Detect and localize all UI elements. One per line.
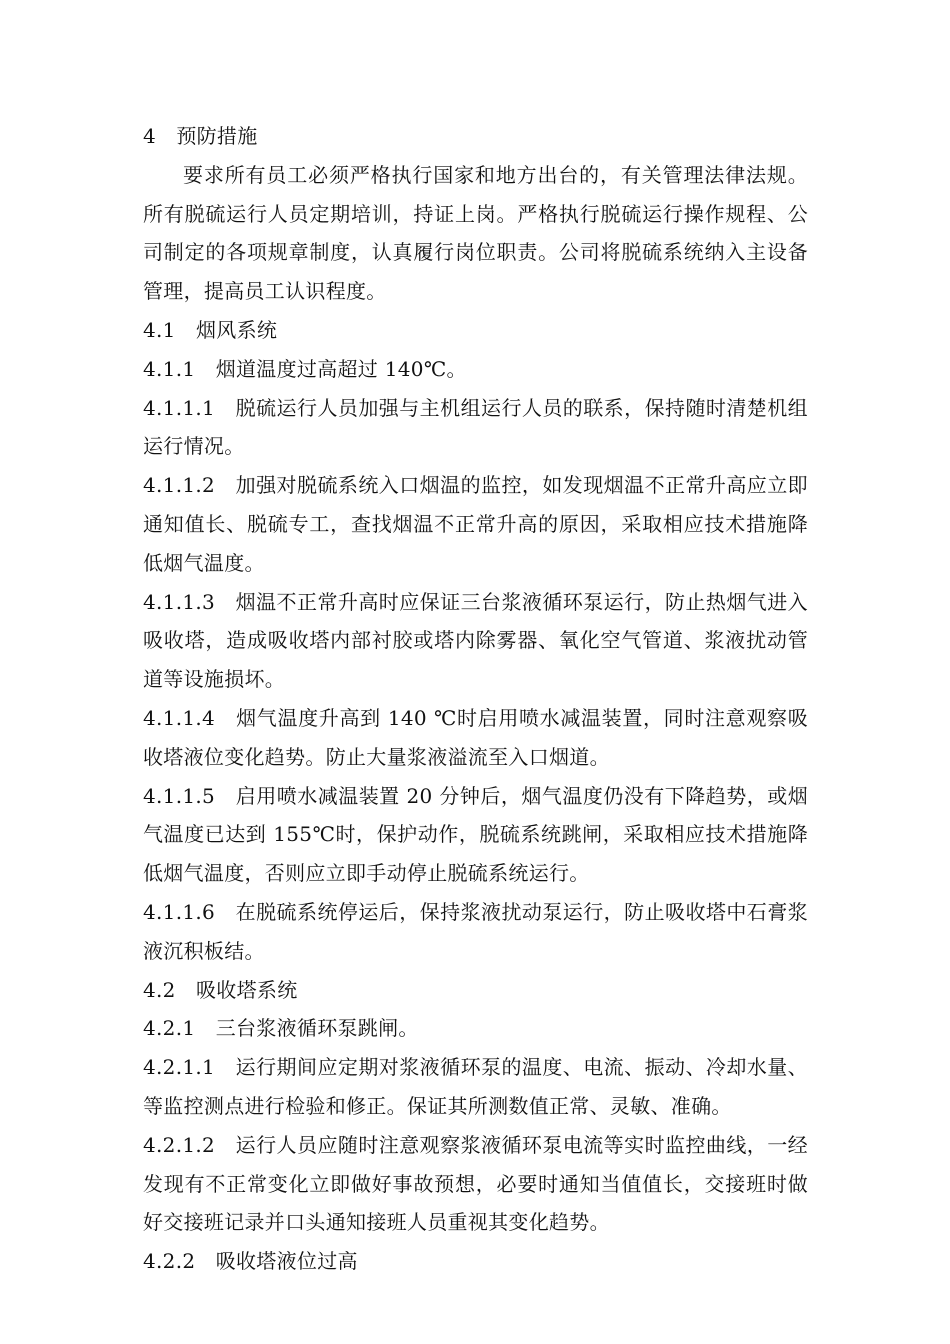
item-text: 运行人员应随时注意观察浆液循环泵电流等实时监控曲线，一经发现有不正常变化立即做好事故预想，必要时通知当值值长，交接班时做好交接班记录并口头通知接班人员重视其变化趋势。: [143, 1132, 808, 1235]
item-4-1-1-3: [143, 583, 808, 699]
item-number: 4.1.1.2: [143, 473, 216, 498]
section-4-intro: 要求所有员工必须严格执行国家和地方出台的，有关管理法律法规。所有脱硫运行人员定期培训，持证上岗。严格执行脱硫运行操作规程、公司制定的各项规章制度，认真履行岗位职责。公司将脱硫系统纳入主设备管理，提高员工认识程度。: [143, 162, 808, 304]
item-number: 4.1.1.4: [143, 705, 216, 730]
item-text: 运行期间应定期对浆液循环泵的温度、电流、振动、冷却水量、等监控测点进行检验和修正。保证其所测数值正常、灵敏、准确。: [143, 1055, 808, 1118]
section-4-1-heading: 4.1 烟风系统: [143, 317, 278, 342]
item-text: 启用喷水减温装置 20 分钟后，烟气温度仍没有下降趋势，或烟气温度已达到 155℃时，保护动作，脱硫系统跳闸，采取相应技术措施降低烟气温度，否则应立即手动停止脱硫系统运行。: [143, 783, 808, 886]
item-text: 脱硫运行人员加强与主机组运行人员的联系，保持随时清楚机组运行情况。: [143, 395, 808, 459]
item-4-2-1-1: [143, 1048, 808, 1126]
item-text: 加强对脱硫系统入口烟温的监控，如发现烟温不正常升高应立即通知值长、脱硫专工，查找烟温不正常升高的原因，采取相应技术措施降低烟气温度。: [143, 473, 808, 575]
item-4-1-1-1: [143, 389, 808, 467]
item-4-1-1-5: [143, 777, 808, 893]
item-text: 烟温不正常升高时应保证三台浆液循环泵运行，防止热烟气进入吸收塔，造成吸收塔内部衬胶或塔内除雾器、氧化空气管道、浆液扰动管道等设施损坏。: [143, 589, 808, 692]
section-4-1-1-heading: 4.1.1 烟道温度过高超过 140℃。: [143, 356, 467, 381]
item-4-1-1-2: [143, 466, 808, 582]
section-4-2-2-heading: 4.2.2 吸收塔液位过高: [143, 1249, 358, 1274]
item-number: 4.1.1.3: [143, 589, 216, 614]
item-number: 4.2.1.2: [143, 1132, 216, 1157]
item-text: 在脱硫系统停运后，保持浆液扰动泵运行，防止吸收塔中石膏浆液沉积板结。: [143, 899, 808, 963]
section-4-heading: 4 预防措施: [143, 124, 258, 148]
item-number: 4.1.1.6: [143, 899, 216, 924]
item-4-2-1-2: [143, 1126, 808, 1242]
item-4-1-1-6: [143, 893, 808, 971]
section-4-2-1-heading: 4.2.1 三台浆液循环泵跳闸。: [143, 1016, 419, 1041]
item-4-1-1-4: [143, 699, 808, 777]
section-4-2-heading: 4.2 吸收塔系统: [143, 977, 298, 1002]
item-number: 4.1.1.1: [143, 395, 216, 420]
item-text: 烟气温度升高到 140 ℃时启用喷水减温装置，同时注意观察吸收塔液位变化趋势。防止大量浆液溢流至入口烟道。: [143, 705, 808, 769]
item-number: 4.2.1.1: [143, 1055, 216, 1080]
document-body: [143, 117, 808, 1281]
item-number: 4.1.1.5: [143, 783, 216, 808]
